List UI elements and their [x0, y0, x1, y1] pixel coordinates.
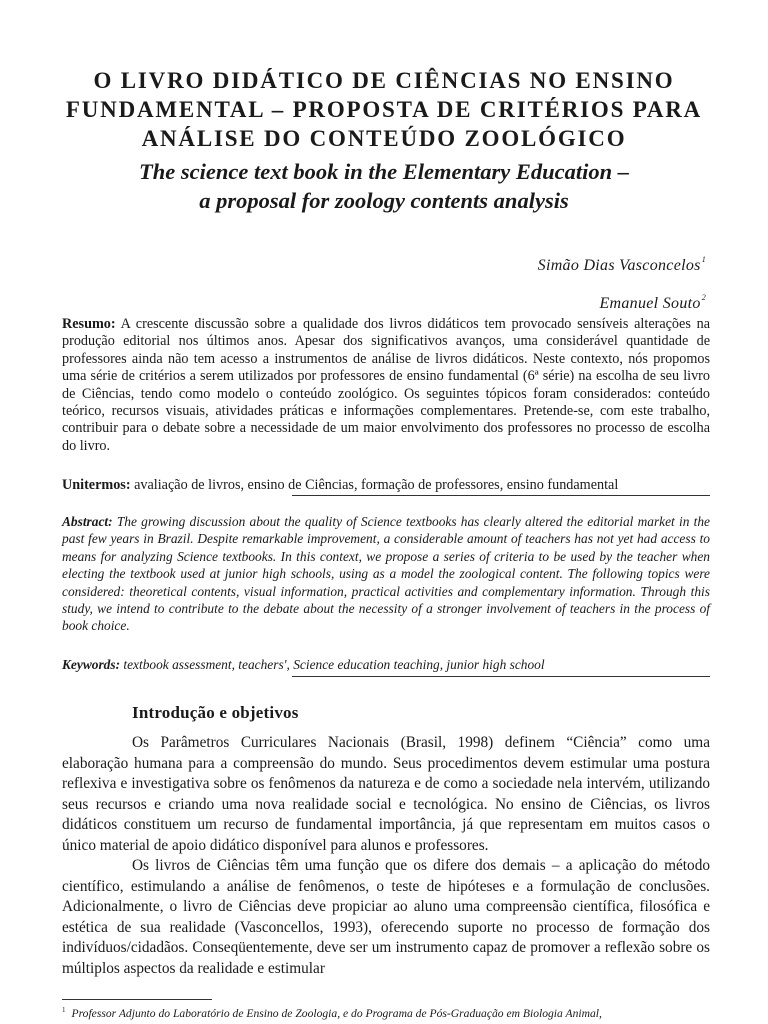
keywords	[62, 656, 710, 673]
unitermos-text: avaliação de livros, ensino de Ciências, formação de professores, ensino fundamental	[130, 477, 619, 493]
author	[538, 282, 706, 320]
author-note-mark: 2	[701, 293, 706, 302]
intro-paragraph-2: Os livros de Ciências têm uma função que os difere dos demais – a aplicação do método científico, estimulando a análise de fenômenos, o teste de hipóteses e a formulação de conclusões. Adicionalmente, o livro de Ciências deve propiciar ao aluno uma compreensão científica, filosófica e estética de sua realidade (Vasconcellos, 1993), oferecendo suporte no processo de formação dos indivíduos/cidadãos. Conseqüentemente, deve ser um instrumento capaz de promover a reflexão sobre os múltiplos aspectos da realidade e estimular	[62, 857, 710, 977]
section-heading: Introdução e objetivos	[132, 703, 299, 722]
keywords-text: textbook assessment, teachers', Science education teaching, junior high school	[120, 657, 545, 672]
intro-paragraph-1: Os Parâmetros Curriculares Nacionais (Brasil, 1998) definem “Ciência” como uma elaboração humana para a compreensão do mundo. Seus procedimentos devem estimular uma postura reflexiva e investigativa sobre os fenômenos da natureza e de como a sociedade nela intervém, utilizando seus recursos e criando uma nova realidade social e tecnológica. No ensino de Ciências, os livros didáticos constituem um recurso de fundamental importância, já que representam em muitos casos o único material de apoio didático disponível para alunos e professores.	[62, 734, 710, 854]
title-en-line-1: The science text book in the Elementary Education –	[139, 159, 629, 184]
title-pt-line-1: O LIVRO DIDÁTICO DE CIÊNCIAS NO ENSINO	[93, 68, 675, 93]
unitermos-label: Unitermos:	[62, 477, 131, 493]
unitermos-rule	[292, 495, 710, 496]
footnote-mark: 1	[62, 1006, 66, 1014]
author	[538, 244, 706, 282]
abstract-label: Abstract:	[62, 514, 113, 529]
author-note-mark: 1	[701, 255, 706, 264]
author-name: Simão Dias Vasconcelos	[537, 257, 701, 274]
unitermos	[62, 477, 710, 494]
abstract-text: The growing discussion about the quality of Science textbooks has clearly altered the editorial market in the past few years in Brazil. Despite remarkable improvement, a considerable amount of teachers has not yet had access to means for analyzing Science textbooks. In this context, we propose a series of criteria to be used by the teacher when electing the textbook used at junior high schools, using as a model the zoological content. The following topics were considered: theoretical contents, visual information, practical activities and complementary information. Through this study, we intend to contribute to the debate about the necessity of a stronger involvement of teachers in the process of book choice.	[62, 514, 710, 634]
title-english	[40, 157, 728, 215]
intro-body	[62, 733, 710, 979]
footnote	[62, 1003, 710, 1021]
author-list	[538, 244, 706, 320]
keywords-label: Keywords:	[62, 657, 121, 672]
title-portuguese	[40, 66, 728, 153]
resumo	[62, 316, 710, 455]
abstract	[62, 513, 710, 635]
resumo-text: A crescente discussão sobre a qualidade dos livros didáticos tem provocado sensíveis alterações na produção editorial nos últimos anos. Apesar dos significativos avanços, uma considerável quantidade de professores ainda não tem acesso a instrumentos de análise de livros didáticos. Neste contexto, nós propomos uma série de critérios a serem utilizados por professores de ensino fundamental (6ª série) na escolha de seu livro de Ciências, tendo como modelo o conteúdo zoológico. Os seguintes tópicos foram considerados: conteúdo teórico, recursos visuais, atividades práticas e informações complementares. Pretende-se, com este trabalho, contribuir para o debate sobre a necessidade de um maior envolvimento dos professores no processo de escolha do livro.	[62, 316, 710, 454]
title-pt-line-2: FUNDAMENTAL – PROPOSTA DE CRITÉRIOS PARA	[65, 97, 703, 122]
title-pt-line-3: ANÁLISE DO CONTEÚDO ZOOLÓGICO	[141, 126, 627, 151]
resumo-label: Resumo:	[62, 316, 116, 332]
title-en-line-2: a proposal for zoology contents analysis	[199, 188, 569, 213]
author-name: Emanuel Souto	[599, 295, 701, 312]
keywords-rule	[292, 676, 710, 677]
footnote-rule	[62, 999, 212, 1000]
title-block	[40, 66, 728, 215]
footnote-text: Professor Adjunto do Laboratório de Ensino de Zoologia, e do Programa de Pós-Graduação em Biologia Animal,	[71, 1006, 602, 1020]
